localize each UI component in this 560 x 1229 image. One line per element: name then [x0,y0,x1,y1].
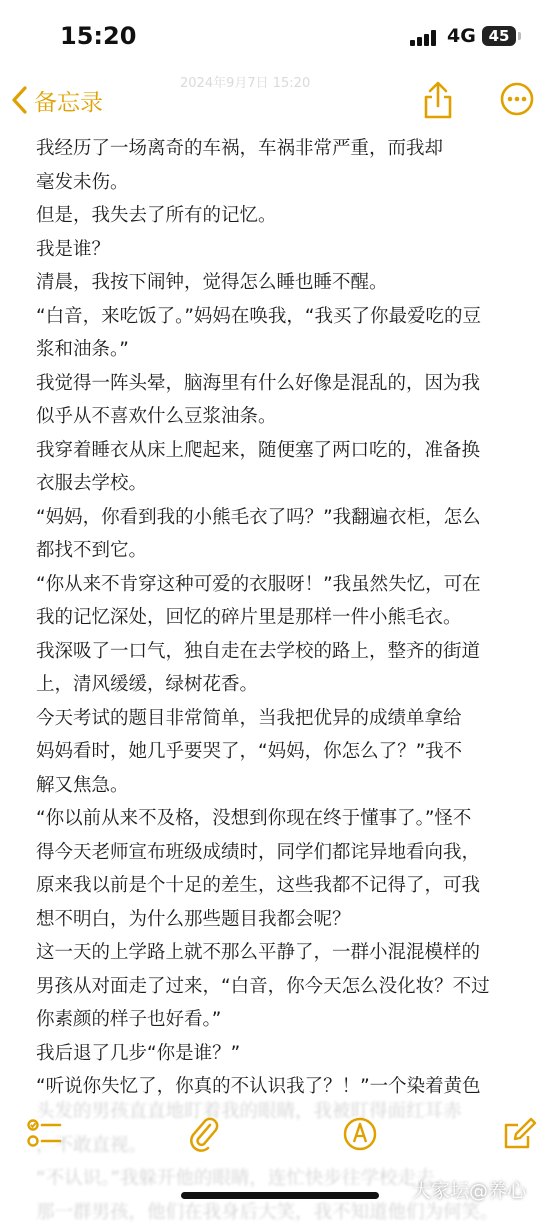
compose-icon [502,1116,538,1152]
note-line: 你素颜的样子也好看。” [36,1003,526,1037]
note-line: 浆和油条。” [36,333,526,367]
status-bar [0,0,560,70]
note-line: 但是，我失去了所有的记忆。 [36,199,526,233]
note-line: 这一天的上学路上就不那么平静了，一群小混混模样的 [36,936,526,970]
note-line: “妈妈，你看到我的小熊毛衣了吗？”我翻遍衣柜，怎么 [36,501,526,535]
attachment-button[interactable] [186,1116,222,1152]
home-indicator[interactable] [181,1192,379,1199]
note-line: 我经历了一场离奇的车祸，车祸非常严重，而我却 [36,132,526,166]
note-line: 今天考试的题目非常简单，当我把优异的成绩单拿给 [36,702,526,736]
compose-button[interactable] [502,1116,538,1152]
share-button[interactable] [420,80,456,120]
note-line: “你以前从来不及格，没想到你现在终于懂事了。”怪不 [36,802,526,836]
ellipsis-circle-icon [500,82,534,116]
back-label: 备忘录 [34,84,103,117]
note-line: “不认识。”我躲开他的眼睛，连忙快步往学校走去， [36,1162,526,1196]
note-line: 解又焦急。 [36,769,526,803]
note-line: 上，清风缓缓，绿树花香。 [36,668,526,702]
note-line: 我后退了几步“你是谁？” [36,1037,526,1071]
note-line: 头发的男孩直直地盯着我的眼睛，我被盯得面红耳赤 [36,1095,526,1129]
note-line: 我的记忆深处，回忆的碎片里是那样一件小熊毛衣。 [36,601,526,635]
cellular-signal-icon [410,30,438,46]
note-line: 我是谁？ [36,233,526,267]
share-icon [420,80,456,120]
note-line: 毫发未伤。 [36,166,526,200]
note-line: 都找不到它。 [36,534,526,568]
note-line: 衣服去学校。 [36,467,526,501]
battery-icon: 45 [482,26,516,46]
note-line: 妈妈看时，她几乎要哭了，“妈妈，你怎么了？”我不 [36,735,526,769]
note-line: 想不明白，为什么那些题目我都会呢？ [36,903,526,937]
markup-icon [342,1116,378,1152]
note-body[interactable] [36,132,526,1104]
note-line: 原来我以前是个十足的差生，这些我都不记得了，可我 [36,869,526,903]
attachment-icon [186,1116,222,1152]
note-line: “听说你失忆了，你真的不认识我了？！”一个染着黄色 [36,1070,526,1104]
note-line: 男孩从对面走了过来，“白音，你今天怎么没化妆？不过 [36,970,526,1004]
note-line: 我穿着睡衣从床上爬起来，随便塞了两口吃的，准备换 [36,434,526,468]
note-line: 那一群男孩，他们在我身后大笑，我不知道他们为何笑。 [36,1196,526,1229]
note-line: “白音，来吃饭了。”妈妈在唤我，“我买了你最爱吃的豆 [36,300,526,334]
chevron-left-icon [10,85,28,115]
battery-cap [518,32,521,40]
note-line: 我觉得一阵头晕，脑海里有什么好像是混乱的，因为我 [36,367,526,401]
note-line: “你从来不肯穿这种可爱的衣服呀！”我虽然失忆，可在 [36,568,526,602]
note-line: 清晨，我按下闹钟，觉得怎么睡也睡不醒。 [36,266,526,300]
bottom-toolbar [0,1108,560,1158]
note-date: 2024年9月7日 15:20 [180,72,310,91]
markup-button[interactable] [342,1116,378,1152]
more-button[interactable] [500,82,534,116]
checklist-icon [26,1116,62,1152]
nav-bar [0,70,560,130]
note-line: 得今天老师宣布班级成绩时，同学们都诧异地看向我， [36,836,526,870]
note-line: 我深吸了一口气，独自走在去学校的路上，整齐的街道 [36,635,526,669]
back-button[interactable] [10,82,103,118]
status-time: 15:20 [60,22,136,50]
watermark: 大家坛@养心 [412,1176,526,1203]
note-line: ，不敢直视。 [36,1129,526,1163]
checklist-button[interactable] [26,1116,62,1152]
network-type: 4G [447,25,476,47]
note-line: 似乎从不喜欢什么豆浆油条。 [36,400,526,434]
